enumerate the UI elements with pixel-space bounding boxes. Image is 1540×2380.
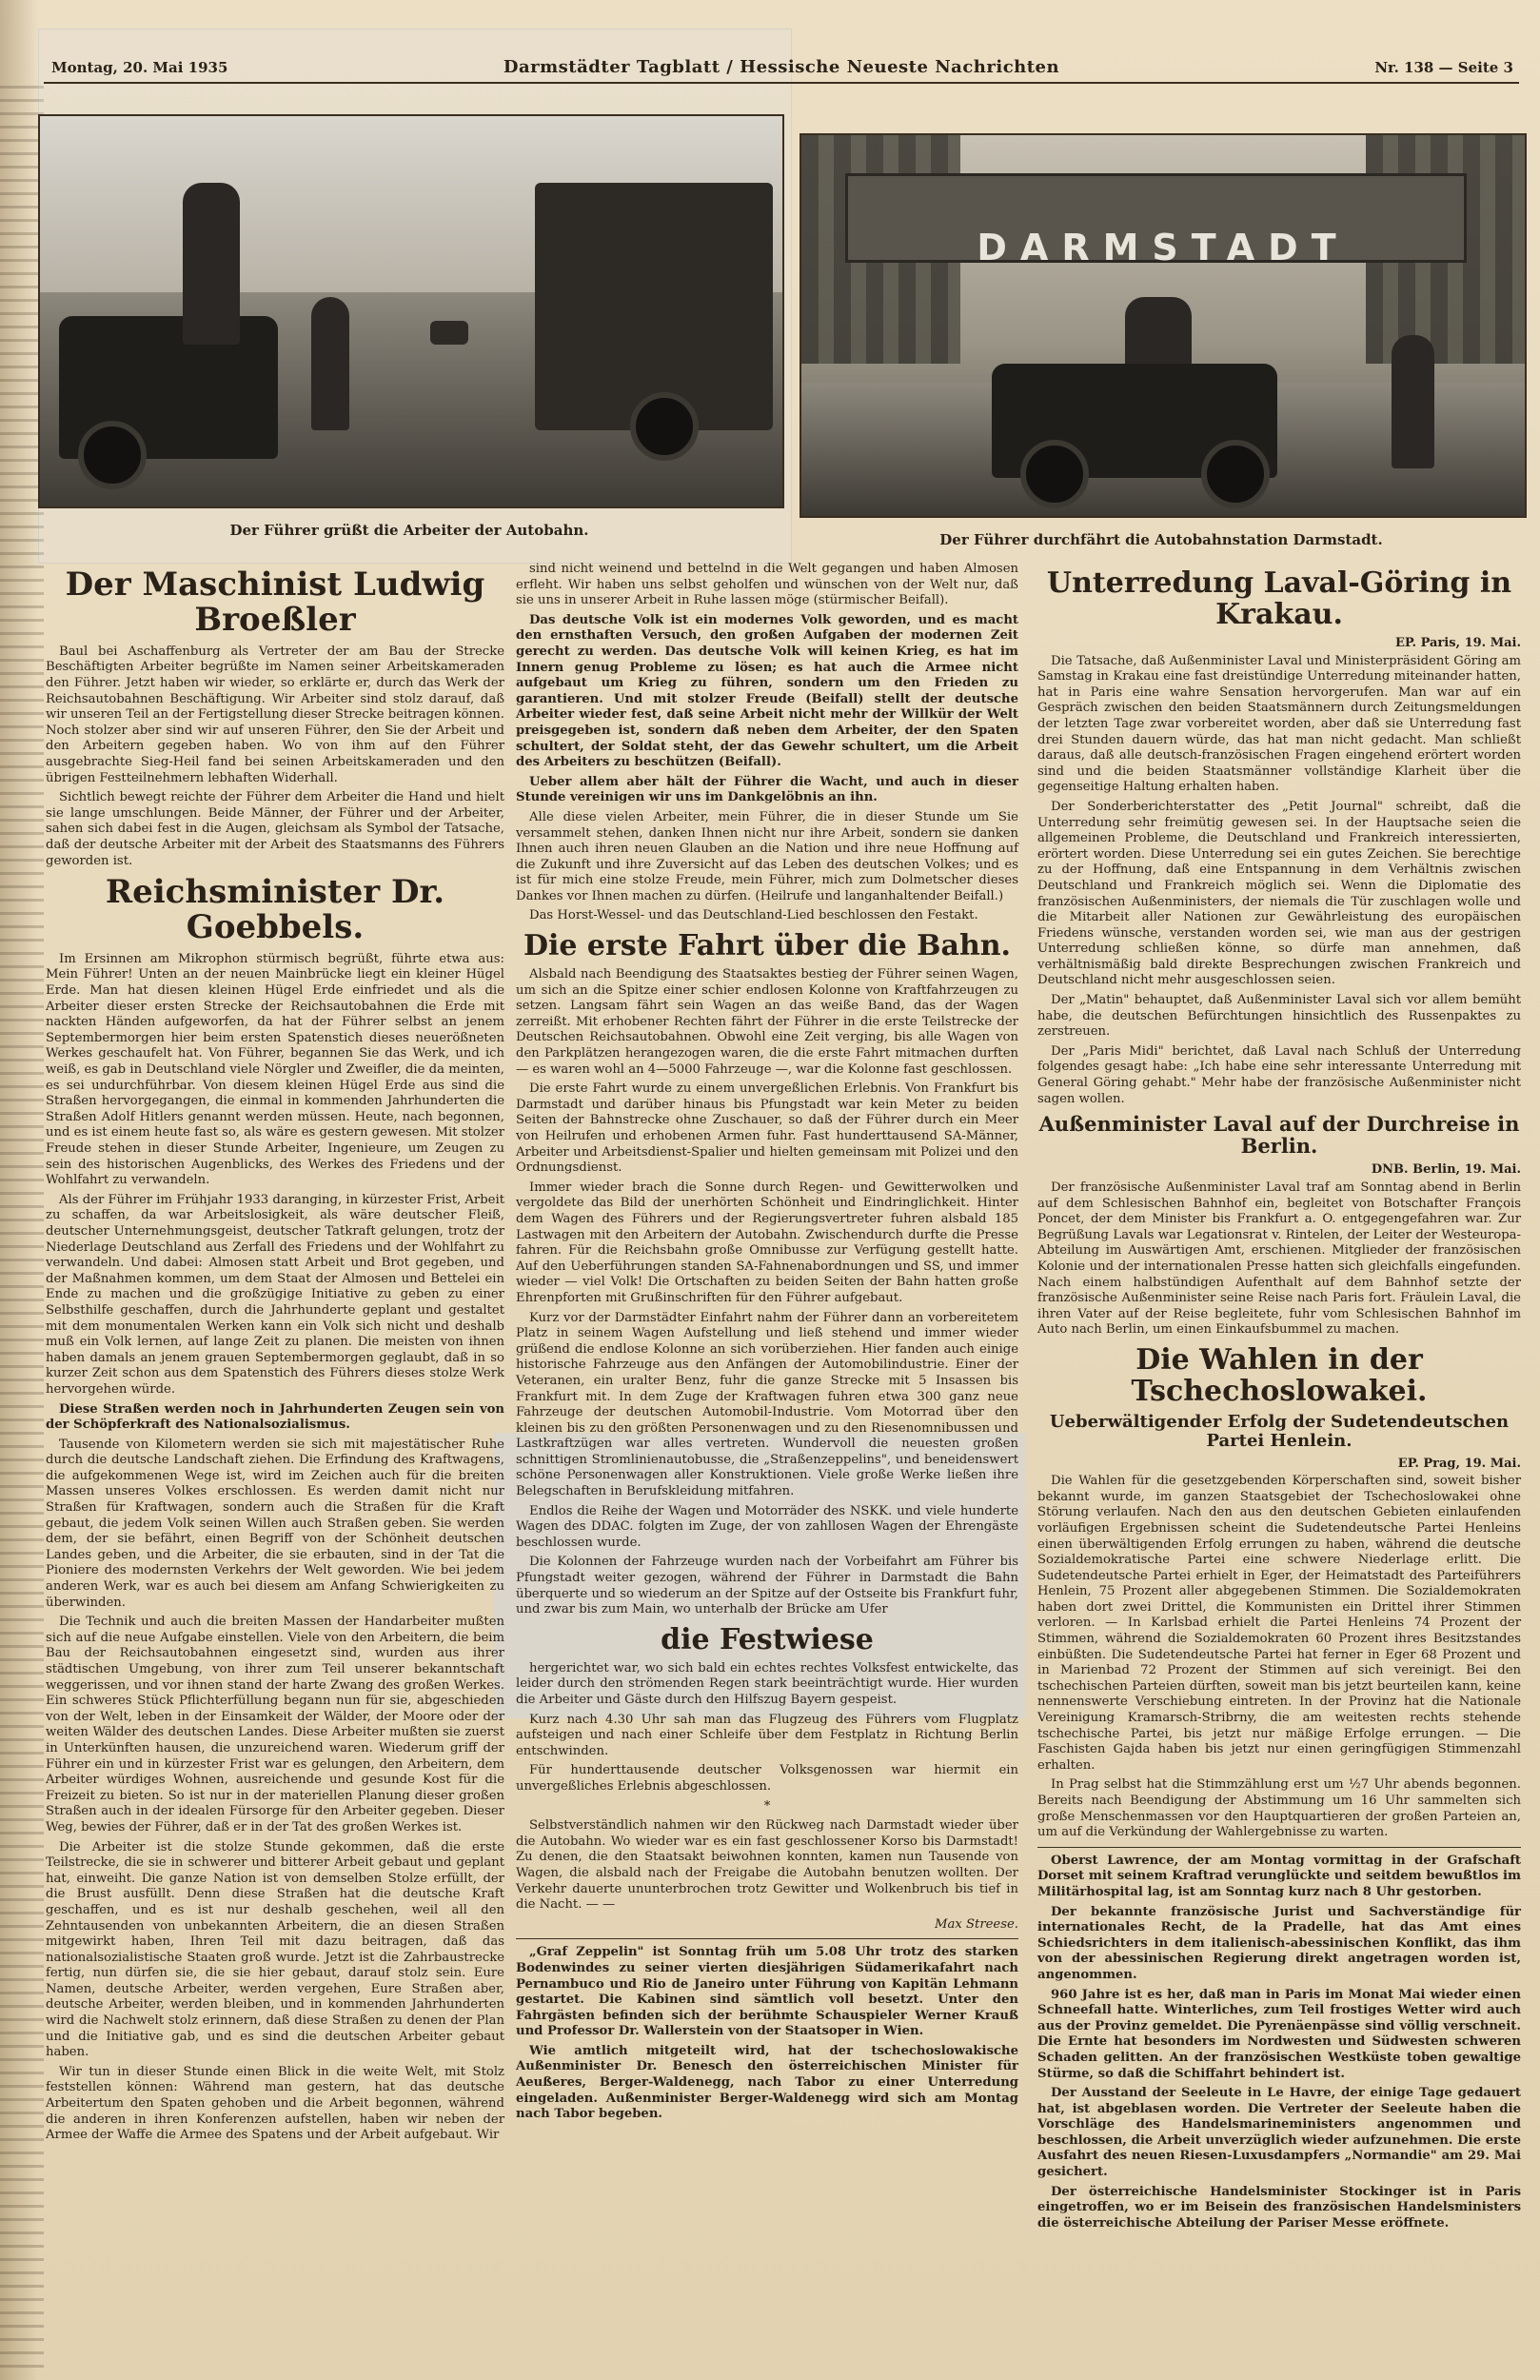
news-brief: Der bekannte französische Jurist und Sachverständige für internationales Recht, de la Pradelle, hat das Amt eines Schiedsrichters in dem italienisch-abessinischen Konflikt, das ihm von der abessinischen Regierung direkt angetragen worden ist, angenommen. [1037,1904,1521,1982]
article-paragraph: hergerichtet war, wo sich bald ein echtes rechtes Volksfest entwickelte, das leider durch den strömenden Regen stark beeinträchtigt wurde. Hier wurden die Arbeiter und Gäste durch den Hilfszug Bayern gespeist. [516,1660,1018,1707]
article-paragraph: Die erste Fahrt wurde zu einem unvergeßlichen Erlebnis. Von Frankfurt bis Darmstadt und darüber hinaus bis Pfungstadt war kein Meter zu beiden Seiten der Bahnstrecke ohne Zuschauer, so daß der Führer durch ein Meer von Heilrufen und erhobenen Armen fuhr. Fast hunderttausend SA-Männer, Arbeiter und Arbeitsdienst-Spalier und hielten gemeinsam mit Polizei und den Ordnungsdienst. [516,1081,1018,1176]
dateline: EP. Paris, 19. Mai. [1394,636,1521,650]
article-paragraph: Kurz nach 4.30 Uhr sah man das Flugzeug des Führers vom Flugplatz aufsteigen und nach einer Schleife über dem Festplatz in Richtung Berlin entschwinden. [516,1712,1018,1758]
headline-laval-berlin: Außenminister Laval auf der Durchreise in Berlin. [1038,1112,1520,1159]
news-brief: „Graf Zeppelin" ist Sonntag früh um 5.08 Uhr trotz des starken Bodenwindes zu seiner vierten diesjährigen Südamerikafahrt nach Pernambuco und Rio de Janeiro unter Führung von Kapitän Lehmann gestartet. Die Kabinen sind sämtlich voll besetzt. Unter den Fahrgästen befinden sich der berühmte Schauspieler Werner Krauß und Professor Dr. Wallerstein von der Staatsoper in Wien. [516,1945,1018,2039]
headline-laval-goering: Unterredung Laval-Göring in Krakau. [1046,566,1512,631]
photo-figure-standing [311,297,349,430]
news-brief: Oberst Lawrence, der am Montag vormittag in der Grafschaft Dorset mit seinem Kraftrad verunglückte und seitdem bewußtlos im Militärhospital lag, ist am Sonntag kurz nach 8 Uhr gestorben. [1037,1853,1521,1899]
photo-autobahn-station [800,133,1527,518]
article-paragraph: Tausende von Kilometern werden sie sich mit majestätischer Ruhe durch die deutsche Landschaft ziehen. Die Erfindung des Kraftwagens, die aufgekommenen Wege ist, wird im Zeichen auch für die breiten Massen unseres Volkes erschlossen. Es werden damit nicht nur Straßen für Kraftwagen, sondern auch die Straßen für die Kraft gebaut, die jedem Volk seinen Willen auch Straßen geben. Sie werden dem, der sie befährt, einen Begriff von der Schönheit deutschen Landes geben, und die Arbeiter, die sie erbauten, sind in der Tat die Pioniere des modernsten Verkehrs der Welt geworden. Wie bei jedem anderen Werk, war es auch bei diesem am Anfang Schwierigkeiten zu überwinden. [46,1437,504,1610]
article-paragraph: In Prag selbst hat die Stimmzählung erst um ½7 Uhr abends begonnen. Bereits nach Beendigung der Abstimmung um 16 Uhr sammelten sich große Menschenmassen vor den Hauptquartieren der großen Parteien an, um auf die Verkündung der Wahlergebnisse zu warten. [1037,1777,1521,1840]
photo-figure-saluting [183,183,240,345]
photo-figure-guard [1392,335,1434,468]
headline-wahlen: Die Wahlen in der Tschechoslowakei. [1131,1342,1428,1408]
photo-wheel [78,421,147,489]
divider [516,1938,1018,1939]
article-paragraph: Der französische Außenminister Laval traf am Sonntag abend in Berlin auf dem Schlesischen Bahnhof ein, begleitet von Botschafter François Poncet, der dem Minister bis Frankfurt a. O. entgegengefahren war. Zur Begrüßung Lavals war Legationsrat v. Rintelen, der Leiter der Westeuropa-Abteilung im Auswärtigen Amt, erschienen. Mitglieder der französischen Kolonie und der internationalen Presse hatten sich gleichfalls eingefunden. Nach einem halbstündigen Aufenthalt auf dem Bahnhof setzte der französische Außenminister seine Reise nach Paris fort. Fräulein Laval, die ihren Vater auf der Reise begleitete, fuhr vom Schlesischen Bahnhof im Auto nach Berlin, um einen Einkaufsbummel zu machen. [1037,1180,1521,1338]
article-paragraph: Der Sonderberichterstatter des „Petit Journal" schreibt, daß die Unterredung sehr freimütig gewesen sei. In der Hauptsache seien die allgemeinen Probleme, die Deutschland und Frankreich interessierten, erörtert worden. Diese Unterredung sei ein gutes Zeichen. Sie berechtige zu der Hoffnung, daß eine Entspannung in dem Verhältnis zwischen Deutschland und Frankreich möglich sei. Wenn die Diplomatie des französischen Außenministers, der niemals die Tür zuschlagen wolle und die Mitarbeit aller Nationen zur Gewährleistung des europäischen Friedens wünsche, verstanden worden sei, wie man aus der gestrigen Unterredung schließen könne, so dürfe man annehmen, daß verhältnismäßig bald direkte Besprechungen zwischen Frankreich und Deutschland nicht mehr ausgeschlossen seien. [1037,799,1521,988]
headline-goebbels: Reichsminister Dr. Goebbels. [105,873,445,947]
article-paragraph: Endlos die Reihe der Wagen und Motorräder des NSKK. und viele hunderte Wagen des DDAC. folgten im Zuge, der von zahllosen Wagen der Ehrengäste beschlossen wurde. [516,1503,1018,1550]
news-brief: Wie amtlich mitgeteilt wird, hat der tschechoslowakische Außenminister Dr. Benesch den österreichischen Minister für Aeußeres, Berger-Waldenegg, nach Tabor zu einer Unterredung eingeladen. Außenminister Berger-Waldenegg wird sich am Montag nach Tabor begeben. [516,2043,1018,2122]
headline-festwiese: die Festwiese [661,1622,874,1656]
article-paragraph: Der „Matin" behauptet, daß Außenminister Laval sich vor allem bemüht habe, die deutschen Befürchtungen hinsichtlich des Russenpaktes zu zerstreuen. [1037,993,1521,1040]
article-paragraph: Sichtlich bewegt reichte der Führer dem Arbeiter die Hand und hielt sie lange umschlungen. Beide Männer, der Führer und der Arbeiter, sahen sich dabei fest in die Augen, gleichsam als Symbol der Tatsache, daß der deutsche Arbeiter mit der Arbeit des Staatsmanns des Führers geworden ist. [46,790,504,868]
column-3 [1037,562,1521,2235]
article-paragraph: Alle diese vielen Arbeiter, mein Führer, die in dieser Stunde um Sie versammelt stehen, danken Ihnen nicht nur ihre Arbeit, sondern sie danken Ihnen auch ihren neuen Glauben an die Nation und ihre neue Hoffnung auf die Zukunft und ihre Zuversicht auf das Leben des deutschen Volkes; und es ist für mich eine stolze Freude, mein Führer, mich zum Dolmetscher dieses Dankes vor Ihnen machen zu dürfen. (Heilrufe und langanhaltender Beifall.) [516,809,1018,903]
article-paragraph: Der „Paris Midi" berichtet, daß Laval nach Schluß der Unterredung folgendes gesagt habe: „Ich habe eine sehr interessante Unterredung mit General Göring gehabt." Mehr habe der französische Außenminister nicht sagen wollen. [1037,1043,1521,1106]
caption-left: Der Führer grüßt die Arbeiter der Autobahn. [229,522,589,539]
divider [1037,1847,1521,1848]
byline: Max Streese. [934,1916,1018,1932]
photo-wheel [1201,440,1270,508]
article-paragraph: Die Wahlen für die gesetzgebenden Körperschaften sind, soweit bisher bekannt wurde, im ganzen Staatsgebiet der Tschechoslowakei ohne Störung verlaufen. Nach den aus den deutschen Gebieten einlaufenden vorläufigen Ergebnissen scheint die Sudetendeutsche Partei Henleins einen überwältigenden Erfolg errungen zu haben, während die deutsche Sozialdemokratische Partei eine schwere Niederlage erlitt. Die Sudetendeutsche Partei erhielt in Eger, der Heimatstadt des Parteiführers Henlein, 75 Prozent aller abgegebenen Stimmen. Die Sozialdemokraten haben dort zwei Drittel, die Kommunisten ein Drittel ihrer Stimmen verloren. — In Karlsbad erhielt die Partei Henleins 74 Prozent der Stimmen, während die Sozialdemokraten 60 Prozent ihres Besitzstandes einbüßten. Die Sudetendeutsche Partei hat ferner in Eger 68 Prozent und in Marienbad 72 Prozent der Stimmen auf sich vereinigt. Bei den tschechischen Parteien dürften, soweit man bis jetzt beurteilen kann, keine nennenswerte Verschiebung eintreten. In der Provinz hat die Nationale Vereinigung Kramarsch-Stribrny, die am weitesten rechts stehende tschechische Partei, bis jetzt nur mäßige Erfolge errungen. — Die Faschisten Gajda haben bis jetzt nur einen geringfügigen Stimmenzahl erhalten. [1037,1474,1521,1773]
article-paragraph: Die Kolonnen der Fahrzeuge wurden nach der Vorbeifahrt am Führer bis Pfungstadt weiter gezogen, während der Führer in Darmstadt die Bahn überquerte und so wiederum an der Spitze auf der Ostseite bis Frankfurt fuhr, und zwar bis zum Main, wo unterhalb der Brücke am Ufer [516,1555,1018,1617]
dateline: DNB. Berlin, 19. Mai. [1371,1162,1521,1178]
dateline: EP. Prag, 19. Mai. [1397,1456,1521,1471]
article-paragraph-bold: Das deutsche Volk ist ein modernes Volk geworden, und es macht den ernsthaften Versuch, den großen Aufgaben der modernen Zeit gerecht zu werden. Das deutsche Volk will keinen Krieg, es hat im Innern genug Probleme zu lösen; es hat auch die Armee nicht aufgebaut um Krieg zu führen, sondern um den Frieden zu garantieren. Und mit stolzer Freude (Beifall) stellt der deutsche Arbeiter wieder fest, daß seine Arbeit nicht mehr der Willkür der Welt preisgegeben ist, sondern daß neben dem Arbeiter, der den Spaten schultert, der Soldat steht, der das Gewehr schultert, um die Arbeit des Arbeiters zu beschützen (Beifall). [516,612,1018,770]
article-paragraph: Im Ersinnen am Mikrophon stürmisch begrüßt, führte etwa aus: Mein Führer! Unten an der neuen Mainbrücke liegt ein kleiner Hügel Erde. Man hat diesen kleinen Hügel Erde einfriedet und als die Arbeiter dieser ersten Strecke der Reichsautobahnen die Erde mit nackten Händen aufgeworfen, da hat der Führer selbst an jenem Septembermorgen hier beim ersten Spatenstich dieses neuerößneten Werkes geschaufelt hat. Von Führer, begannen Sie das Werk, und ich weiß, es gab in Deutschland viele Nörgler und Zweifler, die da meinten, es sei undurchführbar. Von diesem kleinen Hügel Erde aus sind die Straßen hervorgegangen, die einmal in kommenden Jahrhunderten die Straßen Adolf Hitlers genannt werden müssen. Heute, nach begonnen, und es ist einem heute fast so, als wäre es gestern gewesen. Mit stolzer Freude stehen in dieser Stunde Arbeiter, Ingenieure, um Zeugen zu sein des historischen Augenblicks, des Werkes des Friedens und der Wohlfahrt zu verwandeln. [46,951,504,1188]
article-paragraph: Wir tun in dieser Stunde einen Blick in die weite Welt, mit Stolz feststellen können: Während man gestern, hat das deutsche Arbeitertum den Spaten gehoben und die Arbeit begonnen, während die anderen in ihren Konferenzen aufstellen, haben wir neben der Armee der Waffe die Armee des Spatens und der Arbeit aufgebaut. Wir [46,2064,504,2143]
article-paragraph: Alsbald nach Beendigung des Staatsaktes bestieg der Führer seinen Wagen, um sich an die Spitze einer schier endlosen Kolonne von Kraftfahrzeugen zu setzen. Langsam fährt sein Wagen an das weiße Band, das der Wagen zerreißt. Mit erhobener Rechten fährt der Führer in die erste Teilstrecke der Deutschen Reichsautobahnen. Obwohl eine Zeit verging, bis alle Wagen von den Parkplätzen herangezogen waren, die die erste Fahrt mitmachen durften — es waren wohl an 4—5000 Fahrzeuge —, war die Kolonne fast geschlossen. [516,967,1018,1077]
article-paragraph: Für hunderttausende deutscher Volksgenossen war hiermit ein unvergeßliches Erlebnis abgeschlossen. [516,1763,1018,1794]
article-paragraph: Die Technik und auch die breiten Massen der Handarbeiter mußten sich auf die neue Aufgabe einstellen. Viele von den Arbeitern, die beim Bau der Reichsautobahnen eingesetzt sind, wurden aus ihrer städtischen Umgebung, von ihrer zum Teil unserer bekanntschaft weggerissen, und vor ihnen stand der harte Zwang des großen Werkes. Ein schweres Stück Pflichterfüllung begann nun für sie, abgeschieden von der Welt, leben in der Einsamkeit der Wälder, der Moore oder der weiten Wälder des deutschen Landes. Diese Arbeiter mußten sie zuerst in Unterkünften hausen, die unzureichend waren. Wiederum griff der Führer ein und in kürzester Frist war es gelungen, den Arbeitern, dem Arbeiter würdiges Wohnen, ausreichende und gesunde Kost für die Freizeit zu bieten. So ist nur in der materiellen Planung dieser großen Straßen auch in der idealen Fürsorge für den Arbeiter gegeben. Dieser Weg, bewies der Führer, daß er in der Tat des großen Werkes ist. [46,1615,504,1835]
article-paragraph: Das Horst-Wessel- und das Deutschland-Lied beschlossen den Festakt. [529,908,978,923]
photo-sign-darmstadt: DARMSTADT [977,227,1350,268]
paper-title: Darmstädter Tagblatt / Hessische Neueste Nachrichten [503,57,1060,77]
article-paragraph: Als der Führer im Frühjahr 1933 daranging, in kürzester Frist, Arbeit zu schaffen, da war Arbeitslosigkeit, als wäre deutscher Fleiß, deutscher Unternehmungsgeist, deutscher Tatkraft gelungen, trotz der Niederlage Deutschland aus Zerfall des Friedens und der Wohlfahrt zu verwandeln. Und dabei: Almosen statt Arbeit und Brot gegeben, und der Maßnahmen kommen, um dem Staat der Almosen und Bettelei ein Ende zu machen und die großzügige Initiative zu geben zu einer Selbsthilfe geschaffen, durch die Jahrhunderte geplant und gestaltet mit dem monumentalen Werken kann ein Volk sich nicht und deshalb muß ein Volk lernen, auf lange Zeit zu planen. Die meisten von ihnen haben damals an jenem grauen Septembermorgen geglaubt, daß in so kurzer Zeit schon aus dem Spatenstich des Führers dieses stolze Werk hervorgehen würde. [46,1192,504,1397]
article-paragraph: Kurz vor der Darmstädter Einfahrt nahm der Führer dann an vorbereitetem Platz in seinem Wagen Aufstellung und ließ stehend und immer wieder grüßend die endlose Kolonne an sich vorüberziehen. Hier fanden auch einige historische Fahrzeuge aus den Anfängen der Automobilindustrie. Einer der Veteranen, ein uralter Benz, fuhr die ganze Strecke mit 5 Insassen bis Frankfurt mit. In dem Zuge der Kraftwagen fuhren etwa 300 ganz neue Fahrzeuge der deutschen Automobil-Industrie. Vom Motorrad über den kleinen bis zu den größten Personenwagen und zu den Riesenomnibussen und Lastkraftzügen war alles vertreten. Wundervoll die neuesten großen schnittigen Stromlinienautobusse, die „Straßenzeppelins", und beneidenswert schöne Personenwagen aller Konstruktionen. Viele große Werke ließen ihre Belegschaften in Berufskleidung mitfahren. [516,1310,1018,1499]
headline-erste-fahrt: Die erste Fahrt über die Bahn. [523,929,1012,963]
column-1 [46,562,504,2148]
article-paragraph-bold: Ueber allem aber hält der Führer die Wacht, und auch in dieser Stunde vereinigen wir uns im Dankgelöbnis an ihn. [516,774,1018,805]
headline-broessler: Der Maschinist Ludwig Broeßler [65,565,485,640]
bold-statement: Diese Straßen werden noch in Jahrhunderten Zeugen sein von der Schöpferkraft des Nationalsozialismus. [46,1401,504,1433]
article-paragraph: sind nicht weinend und bettelnd in die Welt gegangen und haben Almosen erfleht. Wir haben uns selbst geholfen und wünschen von der Welt nur, daß sie uns in unserer Arbeit in Ruhe lassen möge (stürmischer Beifall). [516,562,1018,608]
photo-distant-truck [430,321,468,345]
section-separator: * [763,1798,771,1814]
column-2 [516,562,1018,2127]
article-paragraph: Baul bei Aschaffenburg als Vertreter der am Bau der Strecke Beschäftigten Arbeiter begrüßte im Namen seiner Arbeitskameraden den Führer. Jetzt haben wir wieder, so erklärte er, durch das Werk der Reichsautobahnen Beschäftigung. Wir Arbeiter sind stolz darauf, daß wir unseren Teil an der Fertigstellung dieser Strecke beitragen können. Noch stolzer aber sind wir auf unseren Führer, den Sie der Arbeit und den Arbeitern gegeben haben. Wo von ihm auf den Führer ausgebrachte Sieg-Heil fand bei seinen Arbeitskameraden und den übrigen Festteilnehmern lebhaften Widerhall. [46,644,504,785]
news-brief: Der österreichische Handelsminister Stockinger ist in Paris eingetroffen, wo er im Beisein des französischen Handelsministers die österreichische Abteilung der Pariser Messe eröffnete. [1037,2184,1521,2231]
issue-date: Montag, 20. Mai 1935 [51,59,228,76]
news-brief: 960 Jahre ist es her, daß man in Paris im Monat Mai wieder einen Schneefall hatte. Winterliches, zum Teil frostiges Wetter wird auch aus der Provinz gemeldet. Die Pyrenäenpässe sind völlig verschneit. Die Ernte hat besonders im Nordwesten und Südwesten schweren Schaden gelitten. An der französischen Westküste toben gewaltige Stürme, so daß die Schiffahrt behindert ist. [1037,1987,1521,2081]
article-paragraph: Immer wieder brach die Sonne durch Regen- und Gewitterwolken und vergoldete das Bild der unerhörten Schönheit und Eindringlichkeit. Hinter dem Wagen des Führers und der Regierungsvertreter fuhren alsbald 185 Lastwagen mit den Arbeitern der Autobahn. Zwischendurch durfte die Presse fahren. Für die Reichsbahn große Omnibusse zur Verfügung gestellt hatte. Auf den Ueberführungen standen SA-Fahnenabordnungen und SS, und immer wieder — viel Volk! Die Ortschaften zu beiden Seiten der Bahn hatten große Ehrenpforten mit Grußinschriften für den Führer aufgebaut. [516,1180,1018,1305]
news-brief: Der Ausstand der Seeleute in Le Havre, der einige Tage gedauert hat, ist abgeblasen worden. Die Vertreter der Seeleute haben die Vorschläge des Handelsmarineministers angenommen und beschlossen, die Arbeit unverzüglich wieder aufzunehmen. Die erste Ausfahrt des neuen Riesen-Luxusdampfers „Normandie" am 29. Mai gesichert. [1037,2086,1521,2180]
article-paragraph: Die Tatsache, daß Außenminister Laval und Ministerpräsident Göring am Samstag in Krakau eine fast dreistündige Unterredung miteinander hatten, hat in Paris eine wahre Sensation hervorgerufen. Man war auf ein Gespräch zwischen den beiden Staatsmännern durch Zeitungsmeldungen der letzten Tage zwar vorbereitet worden, aber daß sie Unterredung fast drei Stunden dauern würde, das hat man nicht gedacht. Man schließt daraus, daß alle deutsch-französischen Fragen eingehend erörtert worden sind und die beiden Staatsmänner vollständige Klarheit über die gegenseitige Haltung erhalten haben. [1037,653,1521,795]
caption-right: Der Führer durchfährt die Autobahnstation Darmstadt. [939,531,1383,548]
page-number: Nr. 138 — Seite 3 [1374,59,1513,76]
article-paragraph: Selbstverständlich nahmen wir den Rückweg nach Darmstadt wieder über die Autobahn. Wo wieder war es ein fast geschlossener Korso bis Darmstadt! Zu denen, die den Staatsakt beiwohnen konnten, kamen nun Tausende von Wagen, die alsbald nach der Freigabe die Autobahn benutzen wollten. Der Verkehr dauerte ununterbrochen trotz Gewitter und Wolkenbruch bis tief in die Nacht. — — [516,1818,1018,1913]
masthead [44,50,1519,84]
subheadline-henlein: Ueberwältigender Erfolg der Sudetendeutschen Partei Henlein. [1049,1411,1510,1451]
article-paragraph: Die Arbeiter ist die stolze Stunde gekommen, daß die erste Teilstrecke, die sie in schwerer und bitterer Arbeit gebaut und geplant hat, einweiht. Die ganze Nation ist von demselben Stolze erfüllt, der die Brust ausfüllt. Denn diese Straßen hat die deutsche Kraft geschaffen, und es ist nur deshalb geschehen, weil all den Zehntausenden von unbekannten Arbeitern, die an diesen Straßen mitgewirkt haben, Ihren Teil mit dazu beitragen, daß das nationalsozialistische Staaten groß wurde. Jetzt ist die Zahrbaustrecke fertig, nun dürfen sie, die sie hier gebaut, darauf stolz sein. Eure Namen, deutsche Arbeiter, werden vergehen, Eure Straßen aber, deutsche Arbeiter, werden bleiben, und in kommenden Jahrhunderten wird die Nachwelt stolz erinnern, daß diese Straßen zu denen der Plan und die Initiative gab, und es sind die deutschen Arbeiter gebaut haben. [46,1839,504,2060]
photo-wheel [630,392,699,461]
photo-fuehrer-salutes-workers [38,114,784,508]
photo-wheel [1020,440,1089,508]
